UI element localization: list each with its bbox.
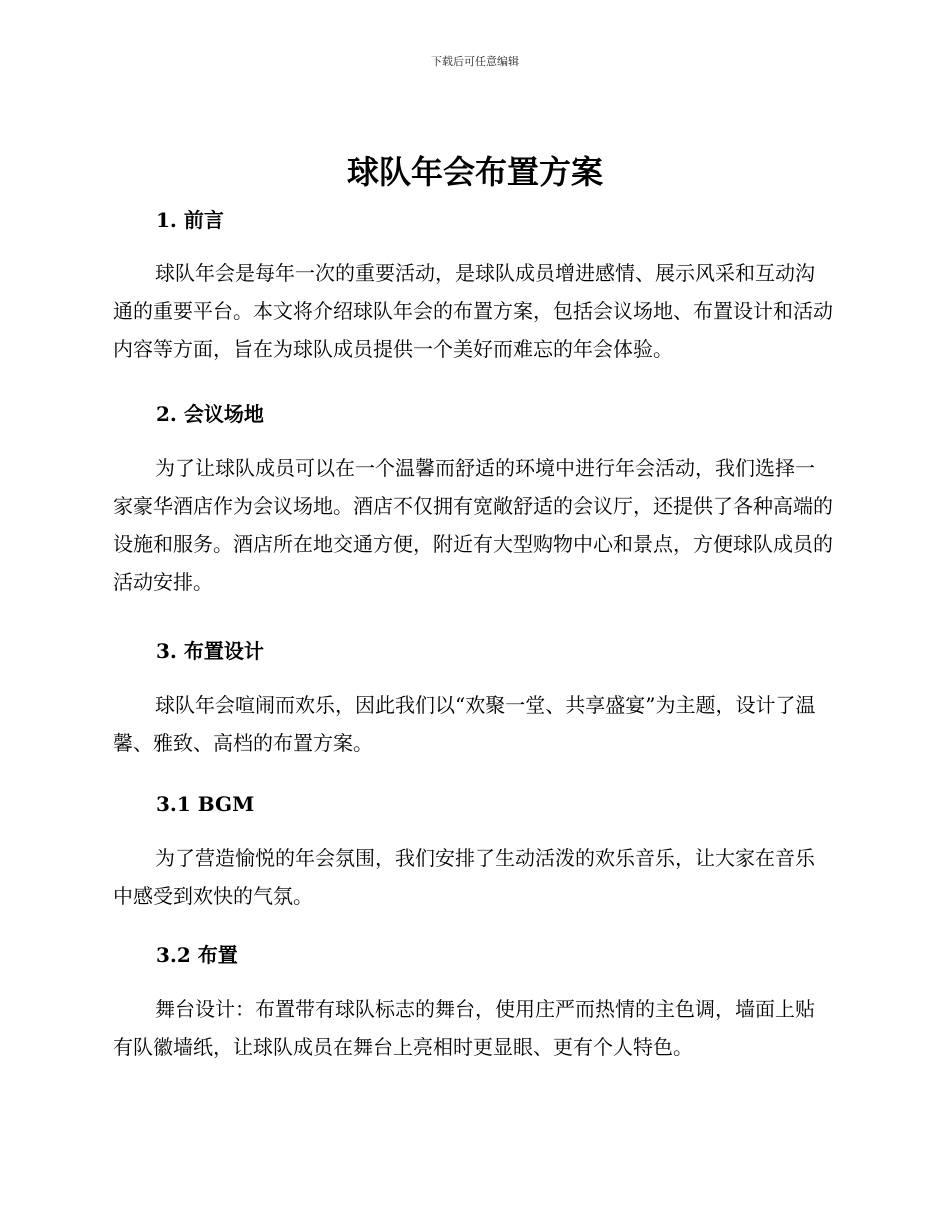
section-paragraph-design: 球队年会喧闹而欢乐，因此我们以“欢聚一堂、共享盛宴”为主题，设计了温馨、雅致、高档的布置方案。 xyxy=(113,693,816,755)
section-heading-preface: 1. 前言 xyxy=(156,208,224,232)
section-paragraph-layout: 舞台设计：布置带有球队标志的舞台，使用庄严而热情的主色调，墙面上贴有队徽墙纸，让球队成员在舞台上亮相时更显眼、更有个人特色。 xyxy=(113,997,815,1059)
section-heading-layout: 3.2 布置 xyxy=(156,943,238,967)
section-heading-design: 3. 布置设计 xyxy=(156,639,264,663)
section-paragraph-venue: 为了让球队成员可以在一个温馨而舒适的环境中进行年会活动，我们选择一家豪华酒店作为会议场地。酒店不仅拥有宽敞舒适的会议厅，还提供了各种高端的设施和服务。酒店所在地交通方便，附近有大型购物中心和景点，方便球队成员的活动安排。 xyxy=(113,456,833,594)
document-title: 球队年会布置方案 xyxy=(346,153,603,191)
section-heading-bgm: 3.1 BGM xyxy=(156,792,255,816)
section-paragraph-preface: 球队年会是每年一次的重要活动，是球队成员增进感情、展示风采和互动沟通的重要平台。本文将介绍球队年会的布置方案，包括会议场地、布置设计和活动内容等方面，旨在为球队成员提供一个美好而难忘的年会体验。 xyxy=(113,261,833,361)
header-note: 下载后可任意编辑 xyxy=(431,55,519,68)
section-heading-venue: 2. 会议场地 xyxy=(156,402,264,426)
section-paragraph-bgm: 为了营造愉悦的年会氛围，我们安排了生动活泼的欢乐音乐，让大家在音乐中感受到欢快的气氛。 xyxy=(113,846,815,908)
